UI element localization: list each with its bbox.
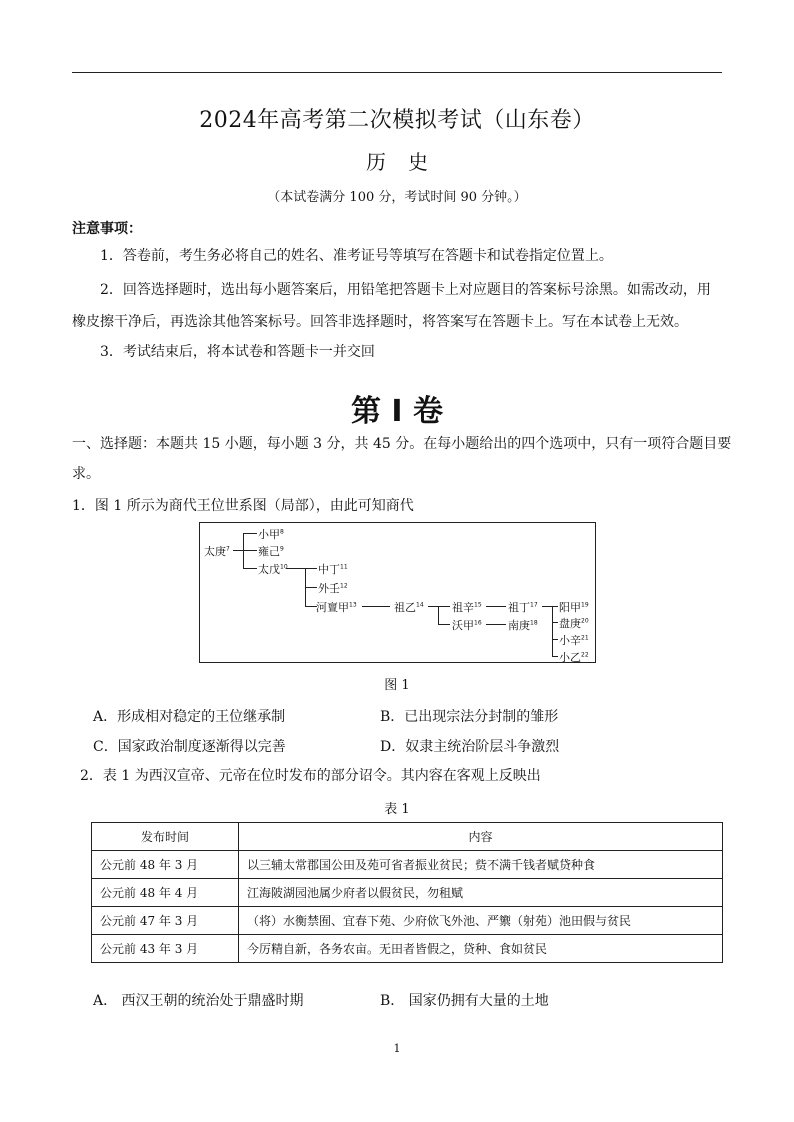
tree-node: 盘庚$^{20}$	[559, 617, 589, 630]
connector	[305, 568, 317, 569]
connector	[552, 639, 558, 640]
connector	[486, 624, 506, 625]
exam-title: 2024年高考第二次模拟考试（山东卷）	[199, 108, 595, 133]
row-date: 公元前 48 年 4 月	[92, 879, 239, 907]
tree-node: 阳甲$^{19}$	[559, 601, 589, 614]
q1-option-c[interactable]: C．国家政治制度逐渐得以完善	[93, 739, 286, 755]
q1-stem: 1．图 1 所示为商代王位世系图（局部），由此可知商代	[72, 498, 414, 514]
q1-option-a[interactable]: A．形成相对稳定的王位继承制	[93, 709, 286, 725]
tree-node: 外壬$^{12}$	[318, 582, 348, 595]
row-content: 以三辅太常郡国公田及苑可省者振业贫民；赀不满千钱者赋贷种食	[239, 851, 723, 879]
connector	[428, 606, 438, 607]
row-date: 公元前 48 年 3 月	[92, 851, 239, 879]
q1-option-d[interactable]: D．奴隶主统治阶层斗争激烈	[380, 739, 560, 755]
connector	[243, 568, 257, 569]
connector	[552, 606, 553, 656]
connector	[243, 533, 257, 534]
header-content: 内容	[239, 823, 723, 851]
row-date: 公元前 47 年 3 月	[92, 907, 239, 935]
row-content: 江海陂湖园池属少府者以假贫民，勿租赋	[239, 879, 723, 907]
tree-node: 祖乙$^{14}$	[394, 601, 424, 614]
row-content: 今厉精自新，各务农亩。无田者皆假之，贷种、食如贫民	[239, 935, 723, 963]
lineage-figure	[199, 522, 596, 663]
tree-node: 祖丁$^{17}$	[508, 601, 538, 614]
exam-note: （本试卷满分 100 分，考试时间 90 分钟。）	[267, 190, 527, 205]
connector	[438, 606, 450, 607]
notice-item-2: 2．回答选择题时，选出每小题答案后，用铅笔把答题卡上对应题目的答案标号涂黑。如需改动，用	[100, 282, 711, 298]
q2-stem: 2．表 1 为西汉宣帝、元帝在位时发布的部分诏令。其内容在客观上反映出	[80, 768, 541, 784]
connector	[552, 606, 558, 607]
figure-caption: 图 1	[384, 678, 410, 693]
row-content: （将）水衡禁囿、宜春下苑、少府佽飞外池、严籞（射苑）池田假与贫民	[239, 907, 723, 935]
row-date: 公元前 43 年 3 月	[92, 935, 239, 963]
part1-intro-line2: 求。	[72, 466, 100, 482]
connector	[486, 606, 506, 607]
tree-node: 太戊$^{10}$	[258, 563, 288, 576]
page-number: 1	[393, 1042, 401, 1055]
tree-node: 祖辛$^{15}$	[452, 601, 482, 614]
table-row	[92, 879, 723, 907]
table-row	[92, 907, 723, 935]
edicts-table	[91, 822, 723, 963]
tree-node: 沃甲$^{16}$	[452, 619, 482, 632]
table-row	[92, 851, 723, 879]
tree-node: 河亶甲$^{13}$	[316, 601, 357, 614]
connector	[552, 622, 558, 623]
connector	[305, 587, 317, 588]
section-title: 第 I 卷	[350, 394, 444, 429]
part1-intro-line1: 一、选择题：本题共 15 小题，每小题 3 分，共 45 分。在每小题给出的四个选项中，只有一项符合题目要	[72, 436, 732, 452]
tree-node: 雍己$^9$	[258, 545, 284, 558]
connector	[243, 550, 257, 551]
tree-node: 南庚$^{18}$	[508, 619, 538, 632]
connector	[362, 606, 390, 607]
notice-item-3: 3．考试结束后，将本试卷和答题卡一并交回	[100, 344, 375, 360]
connector	[542, 606, 552, 607]
exam-subject: 历史	[366, 150, 450, 174]
tree-node: 小乙$^{22}$	[559, 651, 589, 664]
connector	[552, 656, 558, 657]
header-rule	[72, 72, 722, 73]
table-caption: 表 1	[384, 802, 410, 817]
tree-node: 中丁$^{11}$	[318, 563, 348, 576]
connector	[438, 624, 450, 625]
tree-node: 小甲$^8$	[258, 528, 284, 541]
connector	[233, 550, 243, 551]
tree-node: 小辛$^{21}$	[559, 634, 589, 647]
tree-node: 太庚$^7$	[204, 545, 230, 558]
header-date: 发布时间	[92, 823, 239, 851]
notice-heading: 注意事项：	[72, 221, 142, 237]
table-row	[92, 935, 723, 963]
table-header-row	[92, 823, 723, 851]
notice-item-1: 1．答卷前，考生务必将自己的姓名、准考证号等填写在答题卡和试卷指定位置上。	[100, 248, 613, 264]
connector	[286, 568, 305, 569]
connector	[438, 606, 439, 624]
notice-item-2-cont: 橡皮擦干净后，再选涂其他答案标号。回答非选择题时，将答案写在答题卡上。写在本试卷上无效。	[72, 314, 688, 330]
q2-option-b[interactable]: B． 国家仍拥有大量的土地	[380, 993, 549, 1009]
q1-option-b[interactable]: B．已出现宗法分封制的雏形	[380, 709, 559, 725]
q2-option-a[interactable]: A． 西汉王朝的统治处于鼎盛时期	[93, 993, 304, 1009]
